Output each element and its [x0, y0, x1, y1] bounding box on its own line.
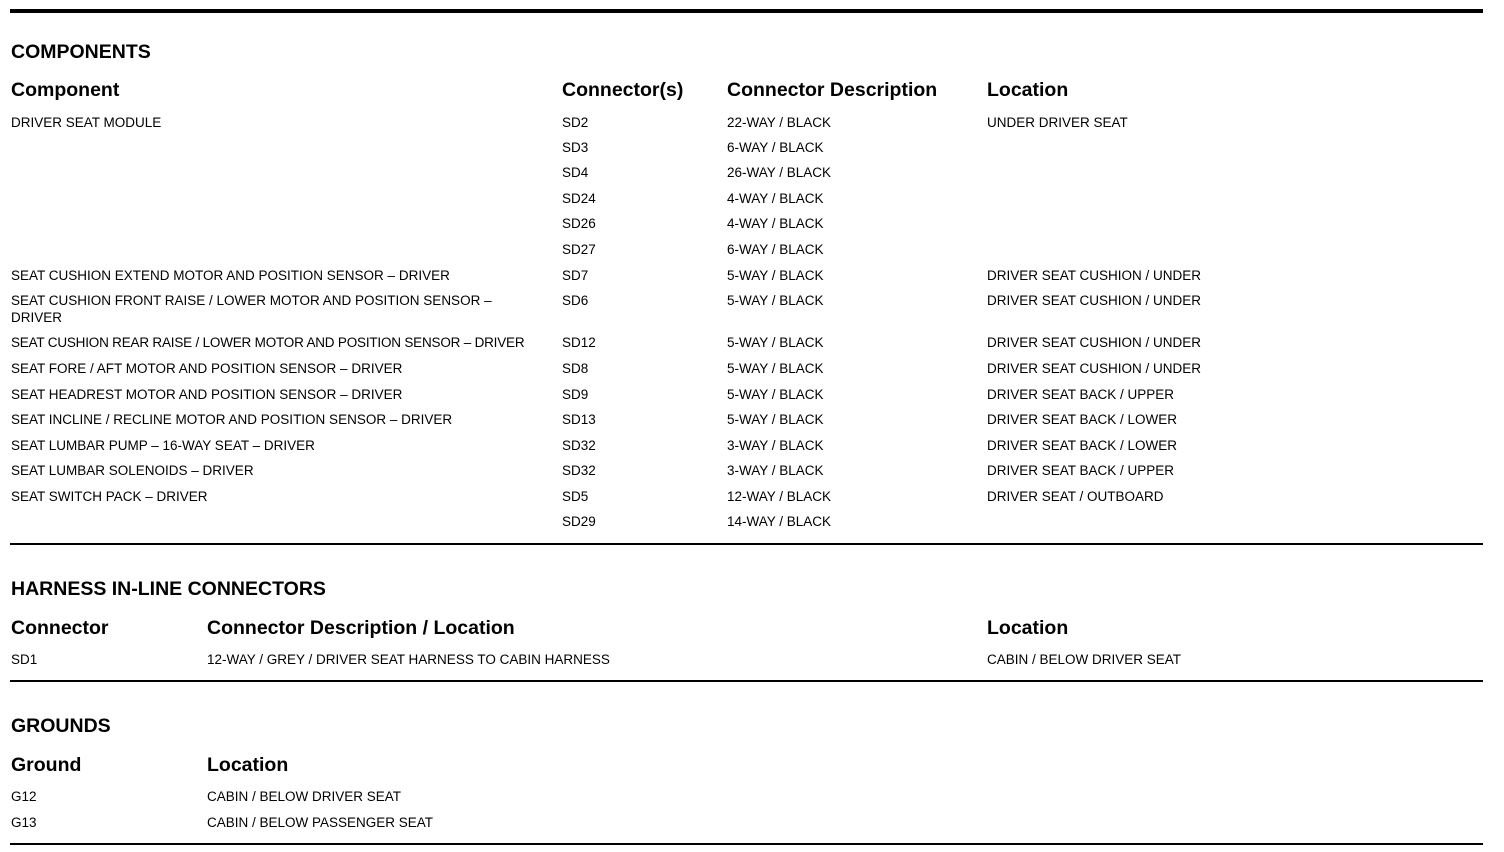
harness-connector-id: SD1 [11, 652, 38, 667]
connector-id: SD13 [562, 412, 596, 427]
harness-connector-description: 12-WAY / GREY / DRIVER SEAT HARNESS TO CABIN HARNESS [207, 652, 610, 667]
connector-id: SD6 [562, 293, 589, 308]
harness-header-location: Location [987, 617, 1069, 639]
connector-id: SD29 [562, 514, 596, 529]
grounds-header-ground: Ground [11, 754, 82, 776]
connector-description: 26-WAY / BLACK [727, 165, 832, 180]
section-divider [10, 680, 1483, 682]
connector-description: 4-WAY / BLACK [727, 191, 824, 206]
bottom-rule [10, 843, 1483, 845]
connector-description: 3-WAY / BLACK [727, 463, 824, 478]
ground-location: CABIN / BELOW DRIVER SEAT [207, 789, 402, 804]
ground-id: G12 [11, 789, 37, 804]
grounds-title: GROUNDS [11, 715, 111, 737]
connector-description: 5-WAY / BLACK [727, 387, 824, 402]
component-location: DRIVER SEAT CUSHION / UNDER [987, 335, 1202, 350]
ground-location: CABIN / BELOW PASSENGER SEAT [207, 815, 434, 830]
component-name: DRIVER SEAT MODULE [11, 115, 162, 130]
components-header-description: Connector Description [727, 79, 938, 101]
harness-header-description: Connector Description / Location [207, 617, 515, 639]
connector-id: SD32 [562, 438, 596, 453]
component-name: SEAT LUMBAR PUMP – 16-WAY SEAT – DRIVER [11, 438, 315, 453]
connector-description: 4-WAY / BLACK [727, 216, 824, 231]
connector-description: 22-WAY / BLACK [727, 115, 832, 130]
connector-id: SD9 [562, 387, 589, 402]
connector-id: SD3 [562, 140, 589, 155]
connector-description: 5-WAY / BLACK [727, 412, 824, 427]
components-header-component: Component [11, 79, 120, 101]
connector-description: 3-WAY / BLACK [727, 438, 824, 453]
component-name: SEAT CUSHION REAR RAISE / LOWER MOTOR AND POSITION SENSOR – DRIVER [11, 335, 525, 350]
connector-id: SD12 [562, 335, 596, 350]
component-location: DRIVER SEAT BACK / LOWER [987, 438, 1178, 453]
connector-id: SD2 [562, 115, 589, 130]
connector-id: SD5 [562, 489, 589, 504]
connector-id: SD7 [562, 268, 589, 283]
ground-id: G13 [11, 815, 37, 830]
component-name: SEAT LUMBAR SOLENOIDS – DRIVER [11, 463, 254, 478]
component-name: SEAT FORE / AFT MOTOR AND POSITION SENSOR – DRIVER [11, 361, 403, 376]
connector-description: 5-WAY / BLACK [727, 361, 824, 376]
connector-description: 12-WAY / BLACK [727, 489, 832, 504]
components-header-location: Location [987, 79, 1069, 101]
harness-header-connector: Connector [11, 617, 109, 639]
component-location: DRIVER SEAT CUSHION / UNDER [987, 268, 1202, 283]
harness-connector-location: CABIN / BELOW DRIVER SEAT [987, 652, 1182, 667]
connector-description: 6-WAY / BLACK [727, 242, 824, 257]
component-location: DRIVER SEAT CUSHION / UNDER [987, 293, 1202, 308]
component-name: SEAT INCLINE / RECLINE MOTOR AND POSITION SENSOR – DRIVER [11, 412, 453, 427]
connector-id: SD26 [562, 216, 596, 231]
connector-description: 6-WAY / BLACK [727, 140, 824, 155]
connector-description: 5-WAY / BLACK [727, 293, 824, 308]
component-location: DRIVER SEAT BACK / LOWER [987, 412, 1178, 427]
components-title: COMPONENTS [11, 41, 151, 63]
connector-id: SD32 [562, 463, 596, 478]
component-name: SEAT CUSHION FRONT RAISE / LOWER MOTOR AND POSITION SENSOR – DRIVER [11, 293, 492, 325]
connector-id: SD4 [562, 165, 589, 180]
connector-id: SD27 [562, 242, 596, 257]
component-location: DRIVER SEAT CUSHION / UNDER [987, 361, 1202, 376]
component-name: SEAT HEADREST MOTOR AND POSITION SENSOR – DRIVER [11, 387, 403, 402]
component-location: DRIVER SEAT BACK / UPPER [987, 463, 1175, 478]
grounds-header-location: Location [207, 754, 289, 776]
connector-id: SD8 [562, 361, 589, 376]
top-rule [10, 9, 1483, 13]
component-location: DRIVER SEAT / OUTBOARD [987, 489, 1164, 504]
connector-description: 5-WAY / BLACK [727, 335, 824, 350]
harness-title: HARNESS IN-LINE CONNECTORS [11, 578, 326, 600]
component-location: UNDER DRIVER SEAT [987, 115, 1128, 130]
component-name: SEAT CUSHION EXTEND MOTOR AND POSITION SENSOR – DRIVER [11, 268, 450, 283]
component-location: DRIVER SEAT BACK / UPPER [987, 387, 1175, 402]
components-header-connectors: Connector(s) [562, 79, 684, 101]
component-name: SEAT SWITCH PACK – DRIVER [11, 489, 208, 504]
section-divider [10, 543, 1483, 545]
connector-id: SD24 [562, 191, 596, 206]
connector-description: 14-WAY / BLACK [727, 514, 832, 529]
connector-description: 5-WAY / BLACK [727, 268, 824, 283]
